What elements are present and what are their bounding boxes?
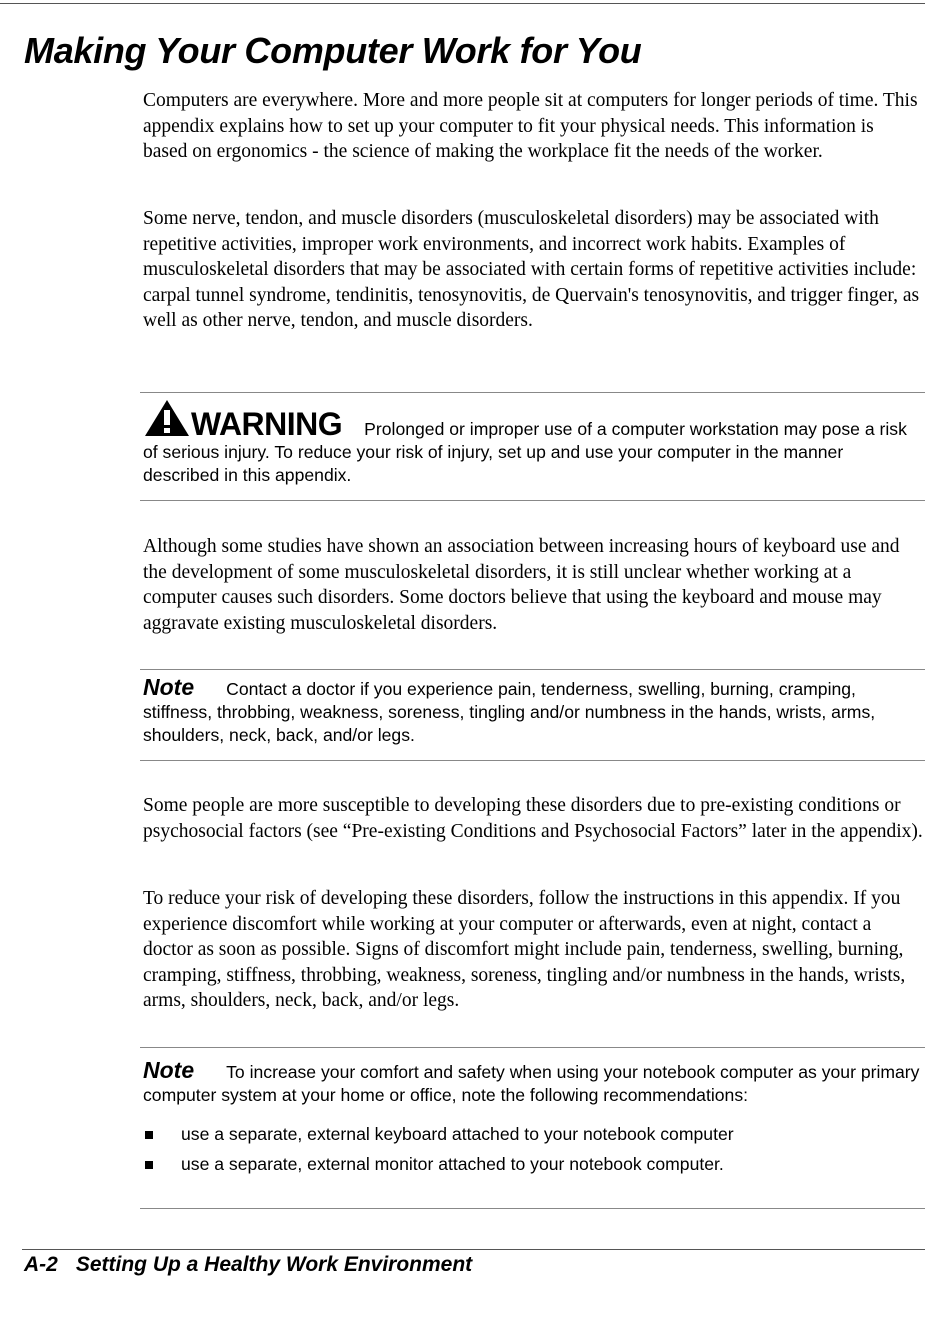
recommendations-list bbox=[143, 1119, 923, 1179]
exclamation-triangle-icon bbox=[143, 398, 191, 438]
note1-top-rule bbox=[140, 669, 925, 670]
list-item bbox=[143, 1149, 923, 1179]
footer-rule bbox=[22, 1249, 925, 1250]
list-item-text: use a separate, external monitor attached to your notebook computer. bbox=[181, 1154, 724, 1174]
risk-reduction-paragraph: To reduce your risk of developing these disorders, follow the instructions in this appendix. If you experience discomfort while working at your computer or afterwards, even at night, contact a doctor as soon as possible. Signs of discomfort might include pain, tenderness, swelling, burning, cramping, stiffness, throbbing, weakness, soreness, tingling and/or numbness in the hands, wrists, arms, shoulders, neck, back, and/or legs. bbox=[143, 888, 906, 1012]
note1-bottom-rule bbox=[140, 760, 925, 761]
note1-text: Contact a doctor if you experience pain, tenderness, swelling, burning, cramping, stiffness, throbbing, weakness, soreness, tingling and/or numbness in the hands, wrists, arms, shoulders, neck, back, and/or legs. bbox=[143, 679, 876, 745]
square-bullet-icon bbox=[145, 1131, 153, 1139]
disorders-paragraph: Some nerve, tendon, and muscle disorders (musculoskeletal disorders) may be associated with repetitive activities, improper work environments, and incorrect work habits. Examples of musculoskeletal disorders that may be associated with certain forms of repetitive activities include: carpal tunnel syndrome, tendinitis, tenosynovitis, de Quervain's tenosynovitis, and trigger finger, as well as other nerve, tendon, and muscle disorders. bbox=[143, 208, 920, 332]
square-bullet-icon bbox=[145, 1161, 153, 1169]
note2-bottom-rule bbox=[140, 1208, 925, 1209]
warning-label: WARNING bbox=[191, 406, 343, 442]
susceptibility-paragraph: Some people are more susceptible to developing these disorders due to pre-existing conditions or psychosocial factors (see “Pre-existing Conditions and Psychosocial Factors” later in the appendix). bbox=[143, 795, 923, 842]
section-title: Setting Up a Healthy Work Environment bbox=[75, 1253, 473, 1276]
warning-text: Prolonged or improper use of a computer workstation may pose a risk of serious injury. To reduce your risk of injury, set up and use your computer in the manner described in this appendix. bbox=[143, 419, 907, 485]
page-footer bbox=[24, 1251, 472, 1279]
note2-label: Note bbox=[143, 1057, 195, 1083]
note1-label: Note bbox=[143, 674, 195, 700]
list-item-text: use a separate, external keyboard attached to your notebook computer bbox=[181, 1124, 734, 1144]
note2-top-rule bbox=[140, 1047, 925, 1048]
intro-paragraph: Computers are everywhere. More and more people sit at computers for longer periods of time. This appendix explains how to set up your computer to fit your physical needs. This information is based on ergonomics - the science of making the workplace fit the needs of the worker. bbox=[143, 90, 918, 163]
top-rule bbox=[0, 3, 925, 4]
page-title: Making Your Computer Work for You bbox=[24, 30, 642, 71]
warning-callout bbox=[143, 398, 923, 487]
list-item bbox=[143, 1119, 923, 1149]
note2-callout bbox=[143, 1059, 923, 1179]
page-number: A-2 bbox=[24, 1253, 58, 1276]
note2-text: To increase your comfort and safety when using your notebook computer as your primary computer system at your home or office, note the following recommendations: bbox=[143, 1062, 920, 1105]
warning-top-rule bbox=[140, 392, 925, 393]
warning-bottom-rule bbox=[140, 500, 925, 501]
studies-paragraph: Although some studies have shown an association between increasing hours of keyboard use and the development of some musculoskeletal disorders, it is still unclear whether working at a computer causes such disorders. Some doctors believe that using the keyboard and mouse may aggravate existing musculoskeletal disorders. bbox=[143, 536, 900, 634]
note1-callout bbox=[143, 676, 923, 747]
